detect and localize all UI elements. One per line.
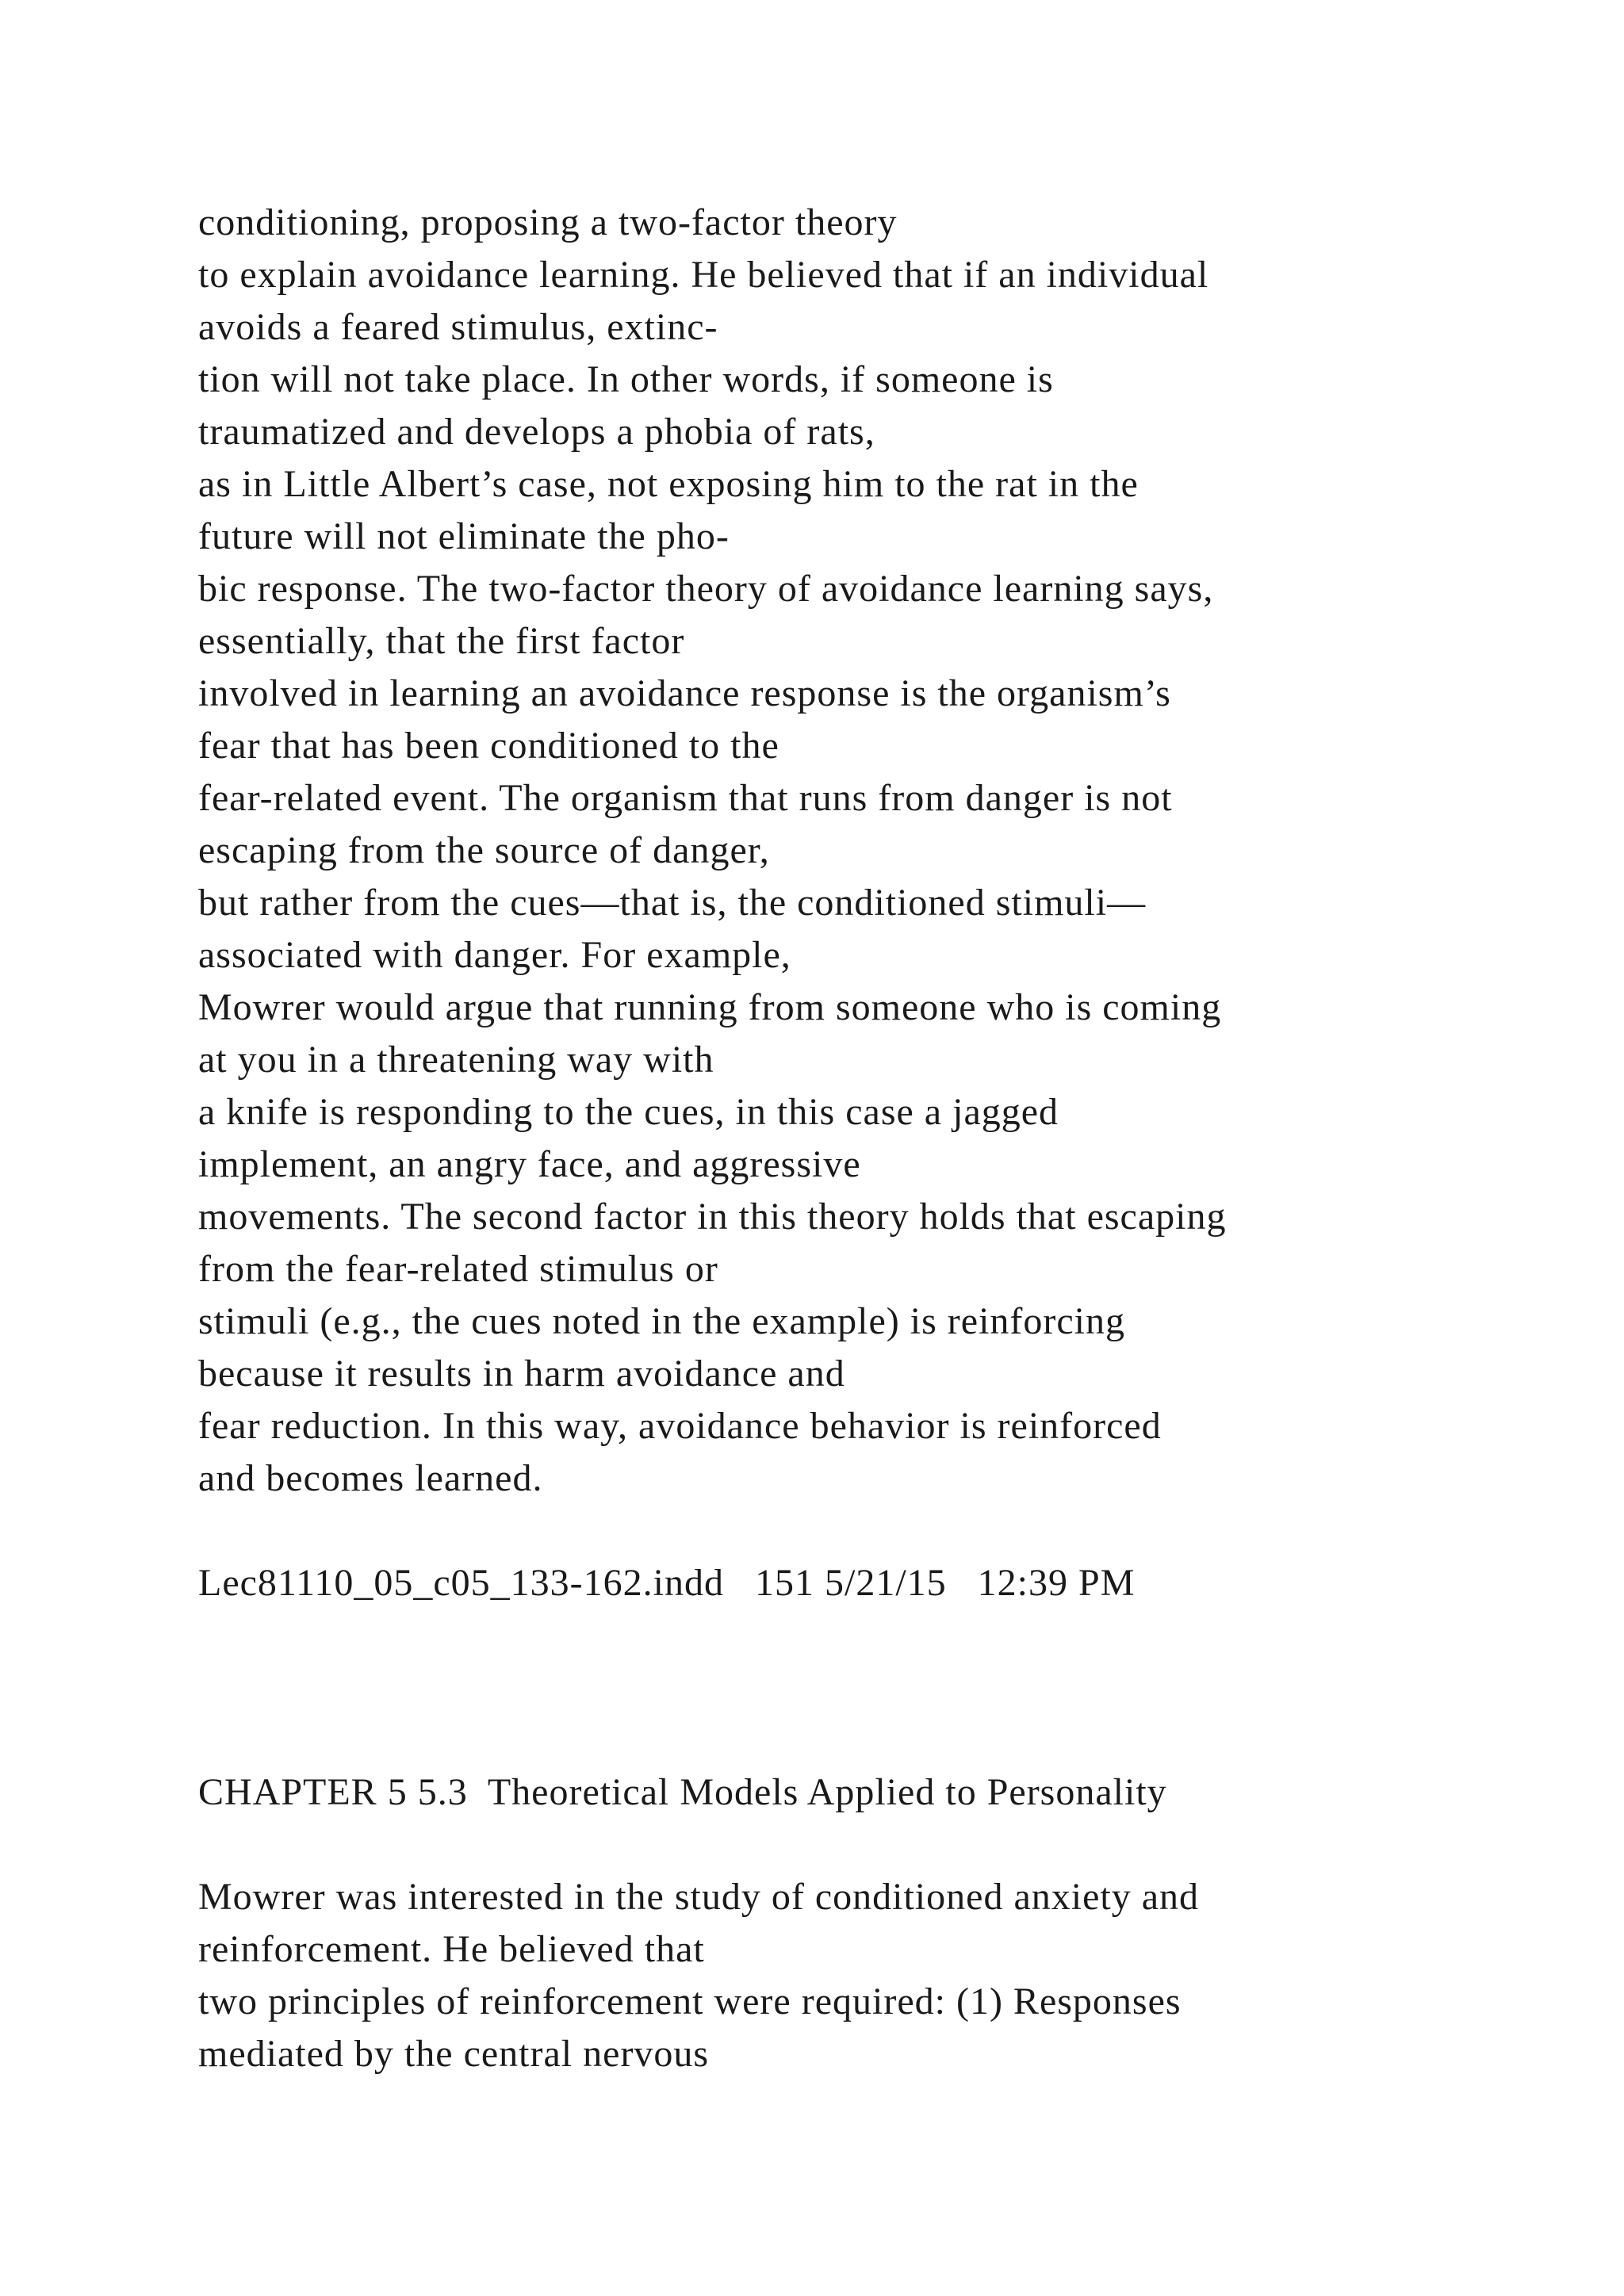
- text-line: traumatized and develops a phobia of rats,: [198, 411, 875, 453]
- text-line: a knife is responding to the cues, in this case a jagged: [198, 1091, 1059, 1133]
- text-line: stimuli (e.g., the cues noted in the example) is reinforcing: [198, 1300, 1126, 1342]
- text-line: but rather from the cues—that is, the conditioned stimuli—: [198, 882, 1147, 924]
- paragraph-spacer: [198, 1505, 1546, 1557]
- document-page: [198, 197, 1546, 2080]
- text-line: fear that has been conditioned to the: [198, 725, 779, 767]
- text-line: because it results in harm avoidance and: [198, 1353, 845, 1395]
- text-line: and becomes learned.: [198, 1457, 543, 1499]
- text-line: movements. The second factor in this theory holds that escaping: [198, 1196, 1227, 1238]
- body-paragraph-1: [198, 197, 1546, 1505]
- text-line: fear-related event. The organism that runs from danger is not: [198, 777, 1173, 819]
- paragraph-spacer: [198, 1819, 1546, 1871]
- text-line: Mowrer would argue that running from someone who is coming: [198, 986, 1222, 1028]
- text-line: conditioning, proposing a two-factor theory: [198, 201, 898, 243]
- text-line: associated with danger. For example,: [198, 934, 791, 976]
- text-line: mediated by the central nervous: [198, 2033, 710, 2075]
- text-line: essentially, that the first factor: [198, 620, 685, 662]
- text-line: avoids a feared stimulus, extinc-: [198, 306, 718, 348]
- text-line: from the fear-related stimulus or: [198, 1248, 718, 1290]
- text-line: implement, an angry face, and aggressive: [198, 1143, 861, 1185]
- page-break-spacer: [198, 1609, 1546, 1766]
- text-line: two principles of reinforcement were required: (1) Responses: [198, 1980, 1182, 2022]
- text-line: involved in learning an avoidance response is the organism’s: [198, 672, 1171, 714]
- file-footer: Lec81110_05_c05_133-162.indd 151 5/21/15 12:39 PM: [198, 1562, 1136, 1604]
- text-line: as in Little Albert’s case, not exposing him to the rat in the: [198, 463, 1139, 505]
- body-paragraph-2: [198, 1871, 1546, 2080]
- text-line: reinforcement. He believed that: [198, 1928, 705, 1970]
- text-line: bic response. The two-factor theory of avoidance learning says,: [198, 568, 1214, 610]
- text-line: tion will not take place. In other words, if someone is: [198, 358, 1054, 400]
- text-line: Mowrer was interested in the study of conditioned anxiety and: [198, 1876, 1200, 1918]
- text-line: at you in a threatening way with: [198, 1039, 714, 1081]
- chapter-header: CHAPTER 5 5.3 Theoretical Models Applied to Personality: [198, 1771, 1167, 1813]
- text-line: future will not eliminate the pho-: [198, 515, 730, 557]
- text-line: fear reduction. In this way, avoidance behavior is reinforced: [198, 1405, 1162, 1447]
- text-line: to explain avoidance learning. He believed that if an individual: [198, 254, 1209, 296]
- text-line: escaping from the source of danger,: [198, 829, 770, 871]
